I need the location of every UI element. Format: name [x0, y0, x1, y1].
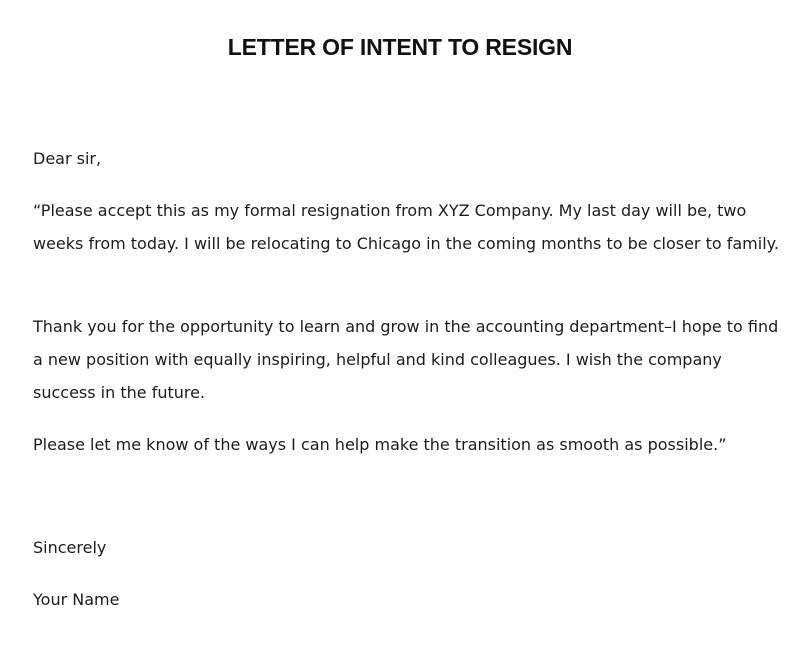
paragraph-thanks: Thank you for the opportunity to learn and grow in the accounting department–I hope to find a new position with equally inspiring, helpful and kind colleagues. I wish the company success in the future. [33, 317, 779, 402]
paragraph-resignation-notice: “Please accept this as my formal resignation from XYZ Company. My last day will be, two weeks from today. I will be relocating to Chicago in the coming months to be closer to family. [33, 201, 779, 253]
letter-title: LETTER OF INTENT TO RESIGN [227, 34, 573, 60]
paragraph-transition-offer: Please let me know of the ways I can help make the transition as smooth as possible.” [33, 435, 727, 454]
closing: Sincerely [33, 538, 107, 557]
salutation: Dear sir, [33, 149, 102, 168]
signature-name: Your Name [33, 590, 120, 609]
